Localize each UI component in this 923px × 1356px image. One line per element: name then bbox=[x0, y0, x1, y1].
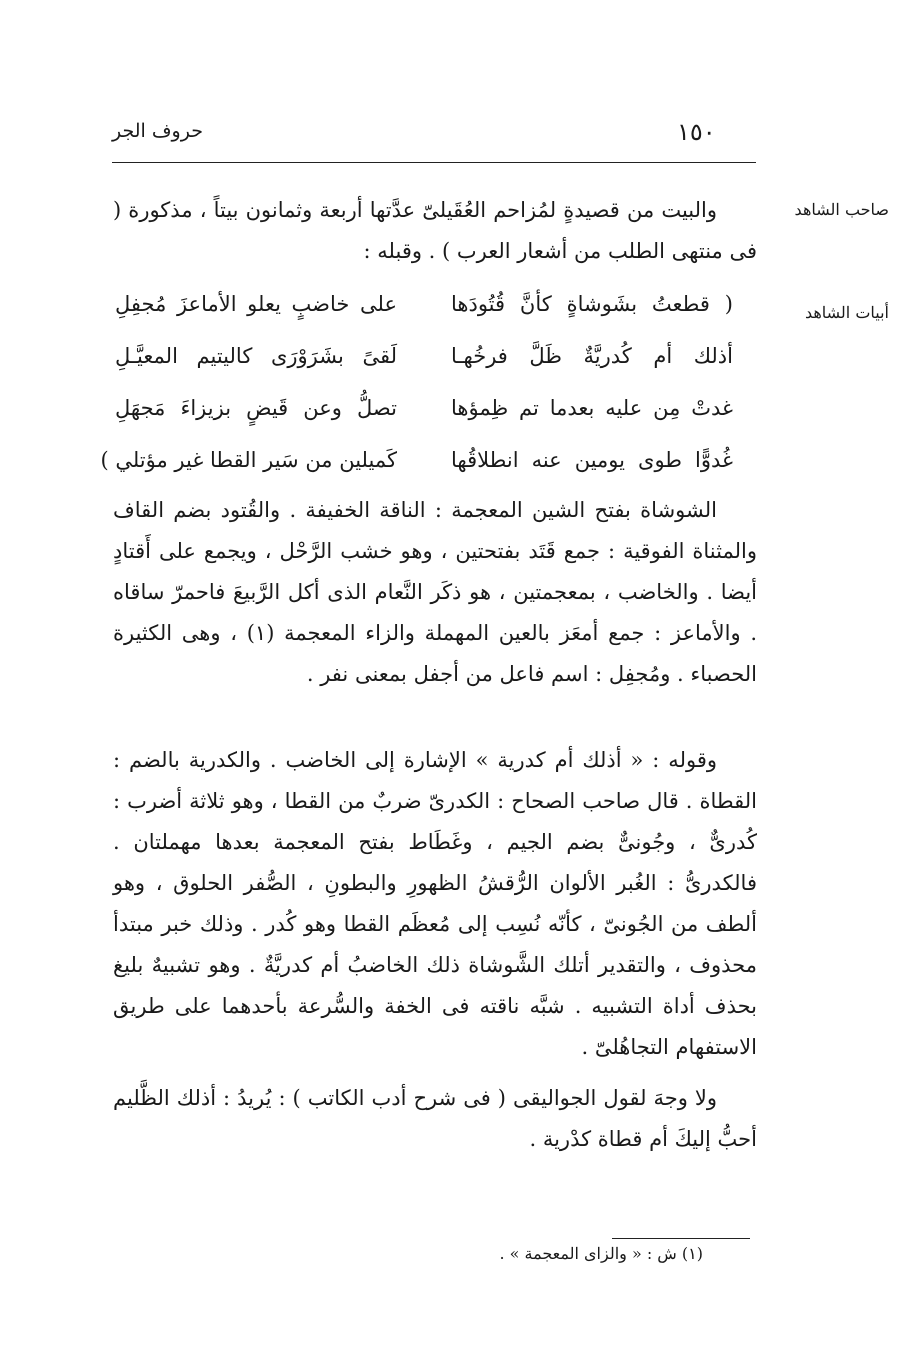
footnote-rule bbox=[612, 1238, 750, 1239]
page-header bbox=[112, 118, 756, 152]
verse-first-hemistich: ( قطعتُ بشَوشاةٍ كأنَّ قُتُودَها bbox=[451, 292, 733, 316]
verse-first-hemistich: أذلك أم كُدريَّةٌ ظَلَّ فرخُهـا bbox=[451, 344, 733, 368]
verse-first-hemistich: غُدوًّا طوى يومين عنه انطلاقُها bbox=[451, 448, 733, 472]
page-number: ١٥٠ bbox=[677, 118, 716, 146]
verse-second-hemistich: لَقىً بشَرَوْرَى كاليتيم المعيَّـلِ bbox=[115, 344, 397, 368]
running-title: حروف الجر bbox=[112, 120, 203, 142]
paragraph-jawaliqi: ولا وجهَ لقول الجواليقى ( فى شرح أدب الكاتب ) : يُريدُ : أذلك الظَّليم أحبُّ إليكَ أم قطاة كدْرية . bbox=[113, 1086, 757, 1151]
verses-block bbox=[100, 292, 757, 500]
verse-line bbox=[113, 292, 757, 344]
footnote: (١) ش : « والزاى المعجمة » . bbox=[499, 1244, 703, 1263]
verse-second-hemistich: كَميلين من سَير القطا غير مؤتلي ) bbox=[100, 448, 397, 472]
verse-first-hemistich: غدتْ مِن عليه بعدما تم ظِمؤها bbox=[451, 396, 733, 420]
header-rule bbox=[112, 162, 756, 163]
paragraph-kudriyya-gloss: وقوله : « أذلك أم كدرية » الإشارة إلى الخاضب . والكدرية بالضم : القطاة . قال صاحب الصحاح : الكدرىّ ضربٌ من القطا ، وهو ثلاثة أضرب : كُدرىٌّ ، وجُونىٌّ بضم الجيم ، وغَطَاط بفتح المعجمة بعدها مهملتان . فالكدرىُّ : الغُبر الألوان الرُّقشُ الظهورِ والبطونِ ، الصُّفر الحلوق ، وهو ألطف من الجُونىّ ، كأنّه نُسِب إلى مُعظَم القطا وهو كُدر . وذلك خبر مبتدأ محذوف ، والتقدير أتلك الشَّوشاة ذلك الخاضبُ أم كدريَّةٌ . وهو تشبيهٌ بليغ بحذف أداة التشبيه . شبَّه ناقته فى الخفة والسُّرعة بأحدهما على طريق الاستفهام التجاهُلىّ . bbox=[113, 748, 757, 1059]
verse-line bbox=[113, 344, 757, 396]
margin-note-source: صاحب الشاهد bbox=[794, 200, 889, 219]
margin-note-verses: أبيات الشاهد bbox=[804, 303, 889, 322]
verse-second-hemistich: تصلُّ وعن قَيضٍ بزيزاءَ مَجهَلِ bbox=[115, 396, 397, 420]
verse-line bbox=[113, 396, 757, 448]
paragraph-shushat-gloss: الشوشاة بفتح الشين المعجمة : الناقة الخفيفة . والقُتود بضم القاف والمثناة الفوقية : جمع قَتَد بفتحتين ، وهو خشب الرَّحْل ، ويجمع على أَقتادٍ أيضا . والخاضب ، بمعجمتين ، هو ذكَر النَّعام الذى أكل الرَّبيعَ فاحمرّ ساقاه . والأماعز : جمع أمعَز بالعين المهملة والزاء المعجمة (١) ، وهى الكثيرة الحصباء . ومُجفِل : اسم فاعل من أجفل بمعنى نفر . bbox=[113, 498, 757, 686]
verse-second-hemistich: على خاضبٍ يعلو الأماعزَ مُجفِلِ bbox=[115, 292, 397, 316]
paragraph-source: والبيت من قصيدةٍ لمُزاحم العُقَيلىّ عدَّتها أربعة وثمانون بيتاً ، مذكورة ( فى منتهى الطلب من أشعار العرب ) . وقبله : bbox=[113, 198, 757, 263]
